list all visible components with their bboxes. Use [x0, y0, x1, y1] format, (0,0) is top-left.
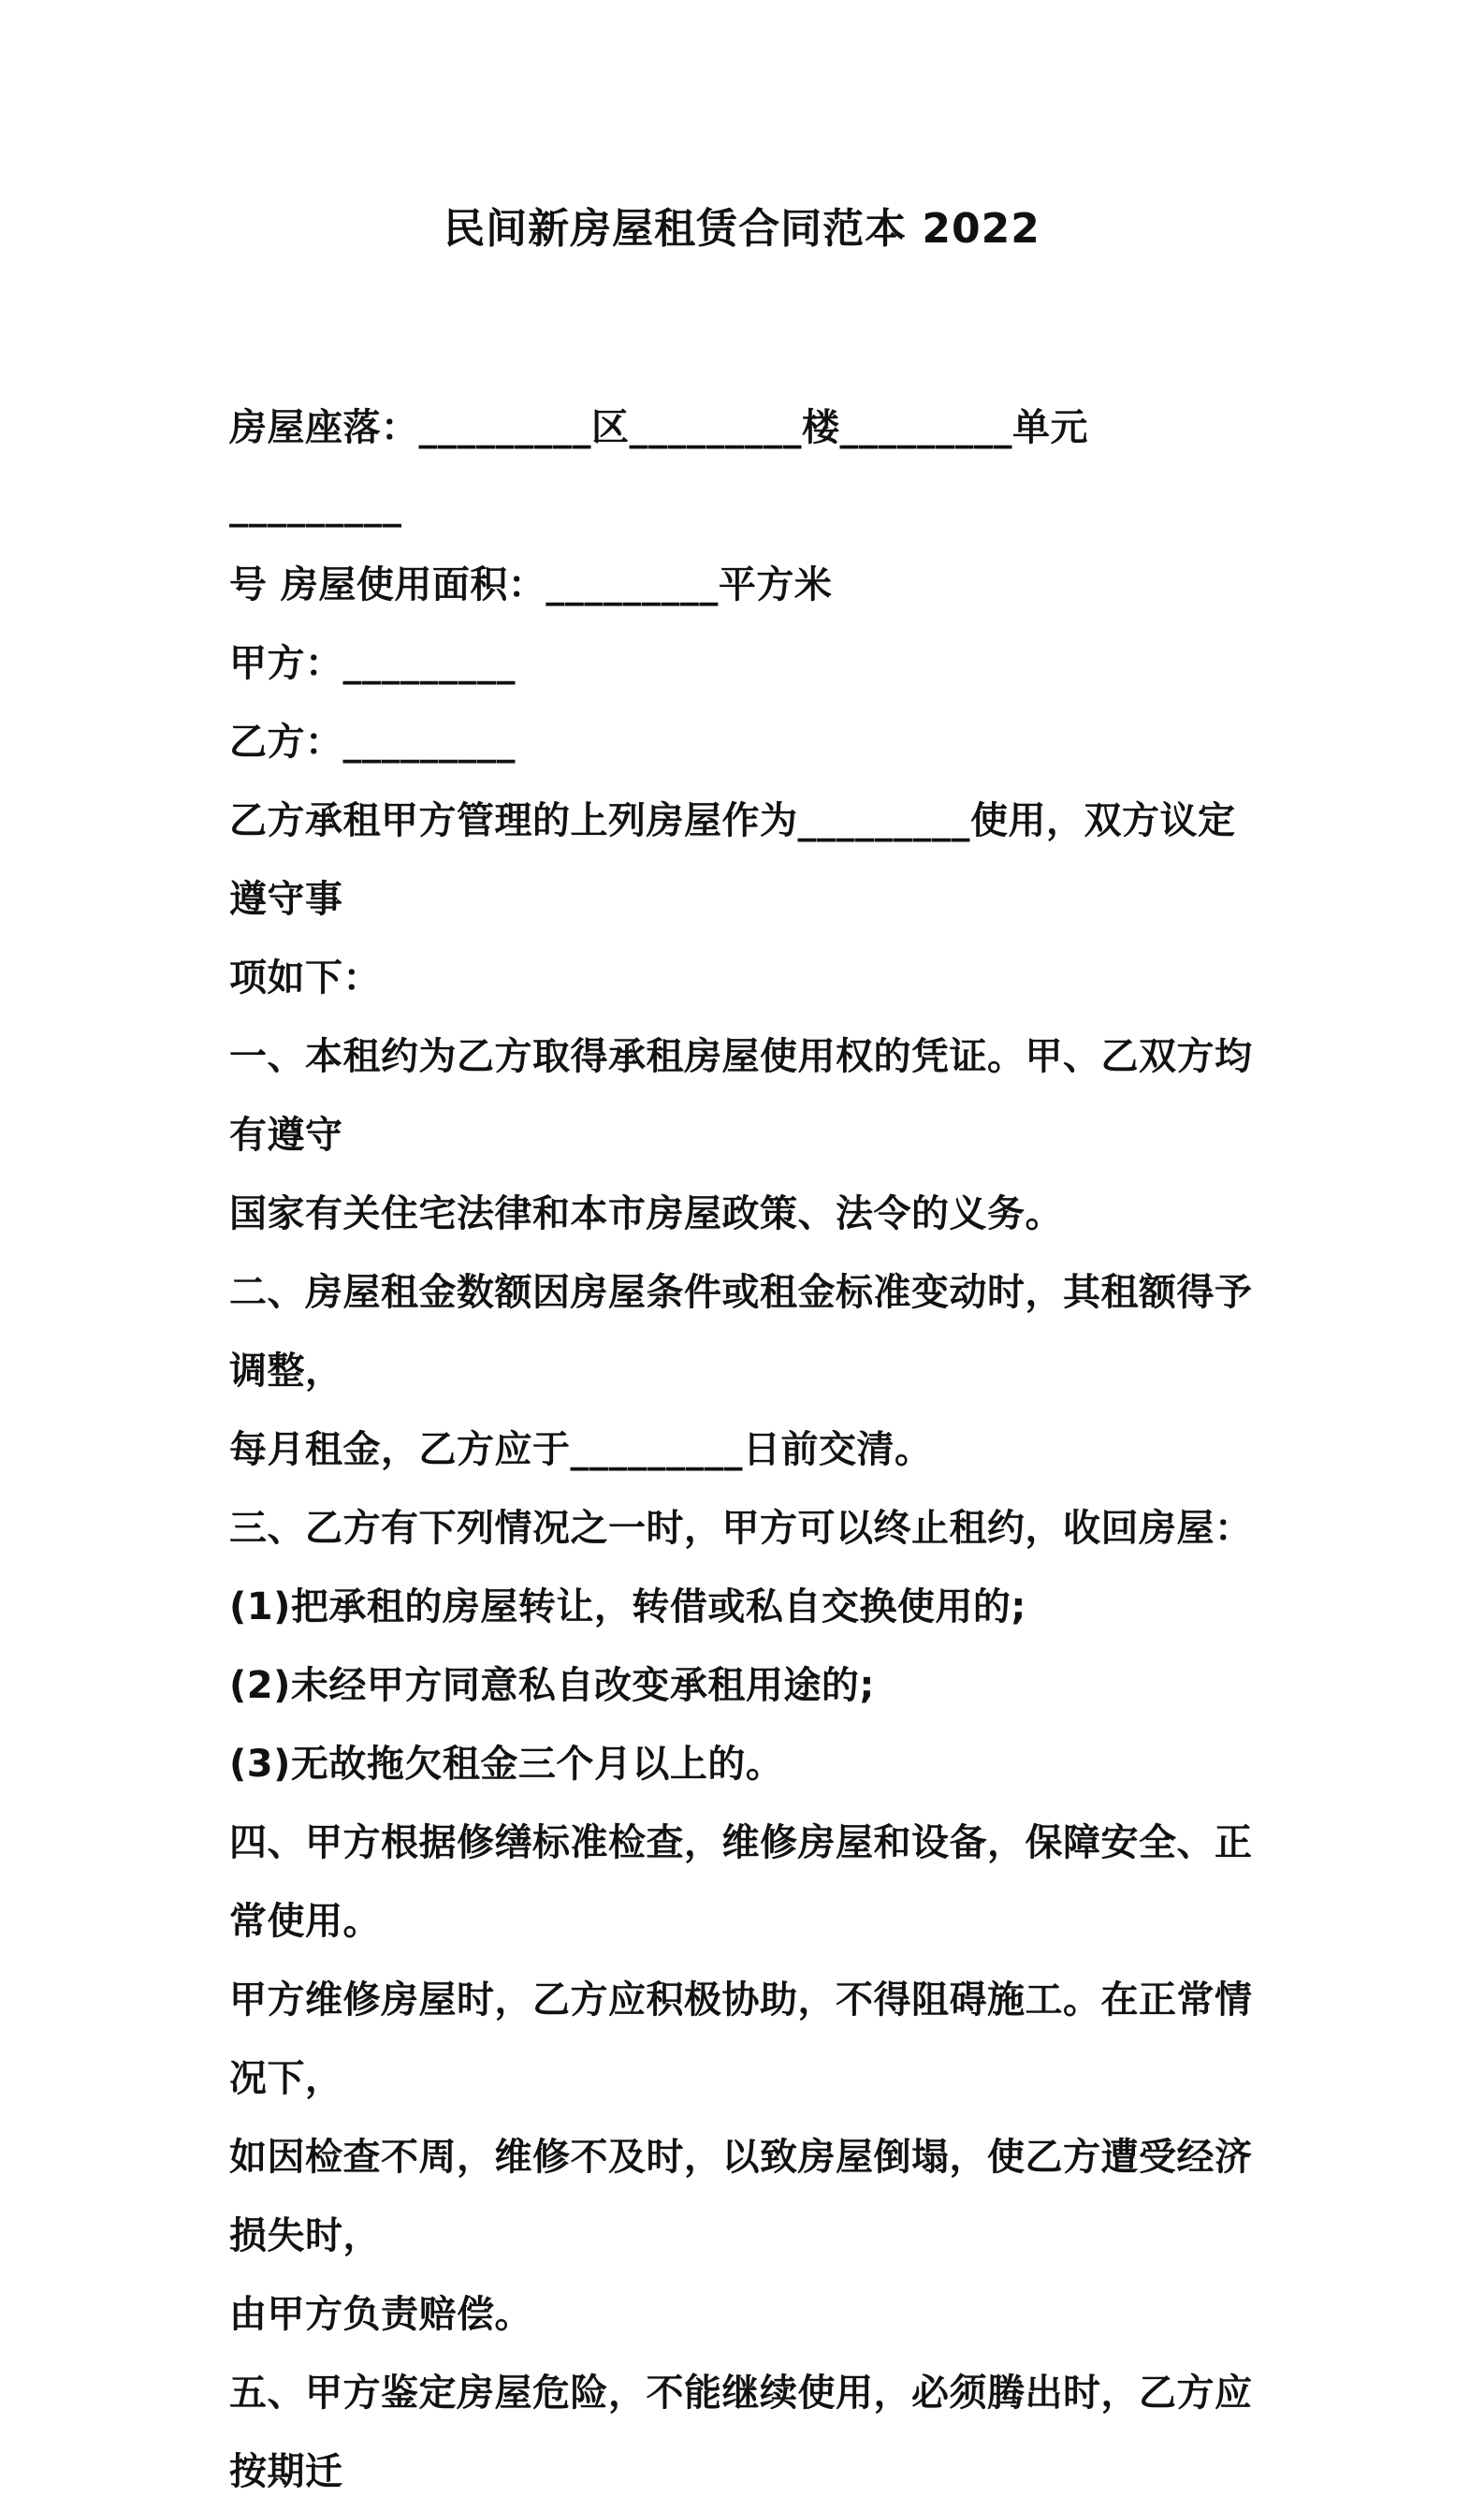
document-line: (2)未经甲方同意私自改变承租用途的;: [229, 1664, 875, 1707]
document-line: 甲方维修房屋时，乙方应积极协助，不得阻碍施工。在正常情况下，: [229, 1978, 1253, 2100]
document-line: 如因检查不周，维修不及时，以致房屋倒塌，使乙方遭受经济损失时，: [229, 2136, 1253, 2257]
document-line: 二、房屋租金数额因房屋条件或租金标准变动时，其租额得予调整，: [229, 1271, 1253, 1393]
document-line: 五、甲方鉴定房屋危险，不能继续使用，必须腾出时，乙方应按期迁: [229, 2372, 1253, 2493]
document-line: 房屋座落：_________区_________楼_________单元_________: [229, 406, 1088, 528]
document-line: 每月租金，乙方应于_________日前交清。: [229, 1428, 933, 1471]
document-line: 一、本租约为乙方取得承租房屋使用权的凭证。甲、乙双方均有遵守: [229, 1035, 1253, 1157]
document-line: (1)把承租的房屋转让，转借或私自交换使用的;: [229, 1585, 1026, 1628]
document-line: (3)无故拖欠租金三个月以上的。: [229, 1743, 784, 1786]
document-line: 四、甲方根据修缮标准检查，维修房屋和设备，保障安全、正常使用。: [229, 1821, 1253, 1943]
document-body: [229, 388, 1255, 2511]
document-line: 乙方：_________: [229, 721, 516, 764]
document-line: 三、乙方有下列情况之一时，甲方可以终止租约，收回房屋：: [229, 1507, 1253, 1550]
document-line: 项如下：: [229, 956, 381, 1000]
document-line: 由甲方负责赔偿。: [229, 2293, 532, 2336]
document-line: 号 房屋使用面积：_________平方米: [229, 563, 833, 606]
document-line: 国家有关住宅法律和本市房屋政策、法令的义务。: [229, 1192, 1063, 1235]
document-line: 甲方：_________: [229, 642, 516, 685]
document-title: 民间新房屋租赁合同范本 2022: [444, 205, 1040, 253]
document-line: 乙方承租甲方管理的上列房屋作为_________使用，双方议定遵守事: [229, 799, 1236, 921]
